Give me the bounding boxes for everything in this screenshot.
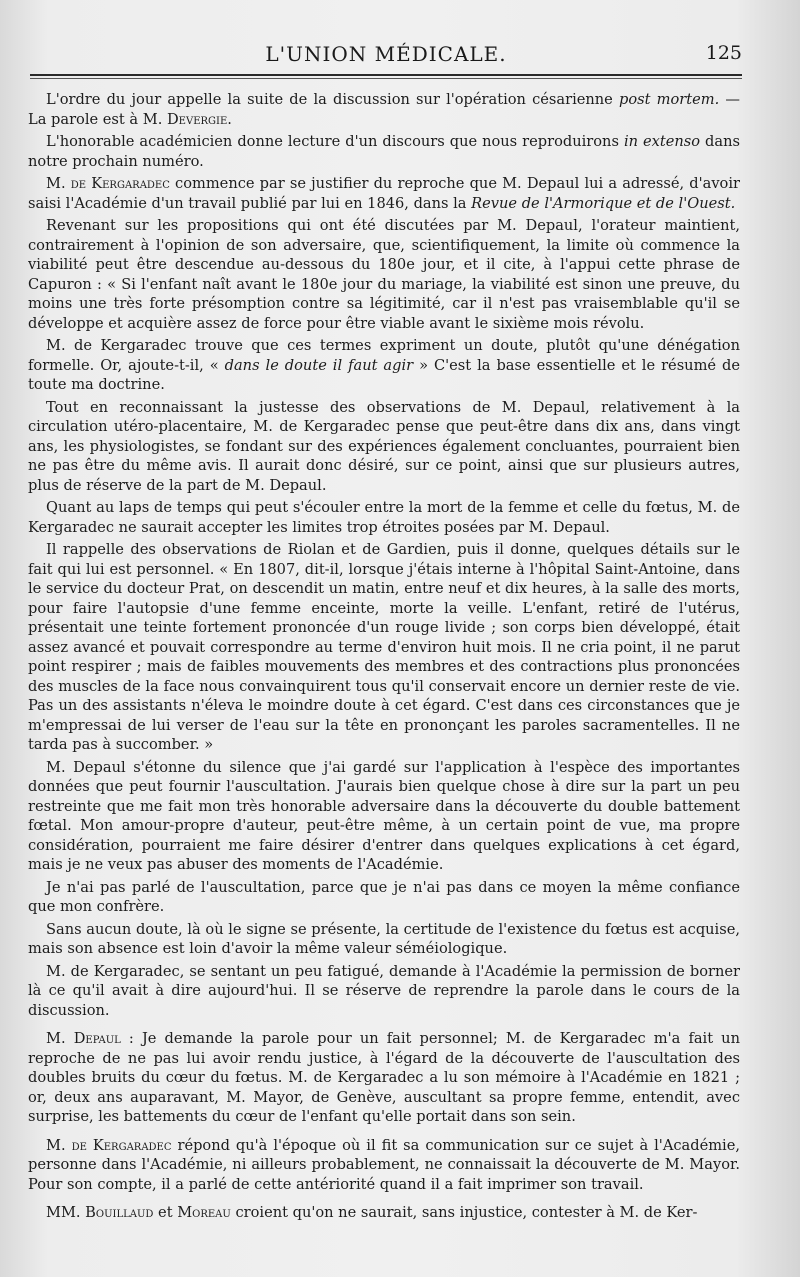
paragraph-p13: [28, 1029, 740, 1127]
text-run: in extenso: [623, 133, 701, 150]
header-rule-thin: [30, 78, 742, 79]
paragraph-p1: [28, 90, 740, 129]
text-run: Depaul: [73, 1030, 121, 1047]
text-run: et: [153, 1204, 178, 1221]
text-run: de Kergaradec: [71, 1136, 172, 1154]
header-rule: [30, 74, 742, 76]
text-run: Revenant sur les propositions qui ont été discutées par M. Depaul, l'orateur maintient, contrairement à l'opinion de son adversaire, que, scientifiquement, la limite où commence la viabilité peut être descendue au-dessous du 180e jour, et il cite, à l'appui cette phrase de Capuron : « Si l'enfant naît avant le 180e jour du mariage, la viabilité est sinon une preuve, du moins une très forte présomption contre sa légitimité, car il n'est pas vraisemblable qu'il se développe et acquière assez de force pour être viable avant le sixième mois révolu.: [28, 217, 740, 332]
text-run: commence par se justifier du reproche que M. Depaul lui a adressé, d'avoir saisi l'Académie d'un travail publié par lui en 1846, dans la: [28, 175, 740, 212]
text-run: répond qu'à l'époque où il fit sa communication sur ce sujet à l'Académie, personne dans l'Académie, ni ailleurs probablement, ne connaissait la découverte de M. Mayor. Pour son compte, il a parlé de cette antériorité quand il a fait imprimer son travail.: [28, 1136, 740, 1193]
paragraph-p2: [28, 132, 740, 171]
paragraph-p3: [28, 174, 740, 213]
paragraph-p7: [28, 498, 740, 537]
text-run: L'honorable académicien donne lecture d'un discours que nous reproduirons: [46, 133, 624, 150]
text-run: Bouillaud: [85, 1204, 154, 1221]
text-run: L'ordre du jour appelle la suite de la discussion sur l'opération césarienne: [46, 91, 619, 108]
text-run: M.: [46, 1136, 72, 1154]
paragraph-p12: [28, 962, 740, 1021]
paragraph-p15: [28, 1203, 740, 1223]
text-run: Revue de l'Armorique et de l'Ouest.: [471, 194, 736, 212]
paragraph-p9: [28, 758, 740, 875]
text-run: Quant au laps de temps qui peut s'écouler entre la mort de la femme et celle du fœtus, M. de Kergaradec ne saurait accepter les limites trop étroites posées par M. Depaul.: [28, 499, 740, 536]
text-run: M.: [46, 175, 71, 192]
text-run: M. Depaul s'étonne du silence que j'ai gardé sur l'application à l'espèce des importantes données que peut fournir l'auscultation. J'aurais bien quelque chose à dire sur la part un peu restreinte que me fait mon très honorable adversaire dans la découverte du double battement fœtal. Mon amour-propre d'auteur, peut-être même, à un certain point de vue, ma propre considération, pourraient me faire désirer d'entrer dans quelques explications à cet égard, mais je ne veux pas abuser des moments de l'Académie.: [28, 758, 740, 873]
text-run: croient qu'on ne saurait, sans injustice, contester à M. de Ker-: [230, 1204, 698, 1221]
paragraph-p8: [28, 540, 740, 755]
paragraph-p11: [28, 920, 740, 959]
text-run: post mortem.: [619, 91, 720, 108]
text-run: Tout en reconnaissant la justesse des observations de M. Depaul, relativement à la circulation utéro-placentaire, M. de Kergaradec pense que peut-être dans dix ans, dans vingt ans, les physiologistes, se fondant sur des expériences également concluantes, pourraient bien ne pas être du même avis. Il aurait donc désiré, sur ce point, ainsi que sur plusieurs autres, plus de réserve de la part de M. Depaul.: [28, 398, 740, 494]
paragraph-p14: [28, 1136, 740, 1195]
page-number: 125: [705, 42, 742, 64]
text-run: — La parole est à M.: [28, 91, 740, 128]
paragraph-p4: [28, 216, 740, 333]
running-title: L'UNION MÉDICALE.: [265, 42, 507, 66]
paragraph-p10: [28, 878, 740, 917]
text-run: dans le doute il faut agir: [224, 356, 414, 374]
text-run: : Je demande la parole pour un fait personnel; M. de Kergaradec m'a fait un reproche de ne pas lui avoir rendu justice, à l'égard de la découverte de l'auscultation des doubles bruits du cœur du fœtus. M. de Kergaradec a lu son mémoire à l'Académie en 1821 ; or, deux ans auparavant, M. Mayor, de Genève, auscultant sa propre femme, entendit, avec surprise, les battements du cœur de l'enfant qu'elle portait dans son sein.: [28, 1030, 740, 1125]
page-header: [30, 40, 742, 72]
paragraph-p5: [28, 336, 740, 395]
text-run: de Kergaradec: [70, 175, 170, 192]
text-run: M. de Kergaradec trouve que ces termes expriment un doute, plutôt qu'une dénégation formelle. Or, ajoute-t-il, «: [28, 337, 740, 374]
text-run: Moreau: [177, 1204, 231, 1221]
text-run: Sans aucun doute, là où le signe se présente, la certitude de l'existence du fœtus est acquise, mais son absence est loin d'avoir la même valeur séméiologique.: [28, 920, 740, 957]
text-run: MM.: [46, 1204, 86, 1221]
article-body: [28, 90, 740, 1240]
text-run: Je n'ai pas parlé de l'auscultation, parce que je n'ai pas dans ce moyen la même confiance que mon confrère.: [28, 878, 740, 915]
text-run: » C'est la base essentielle et le résumé de toute ma doctrine.: [28, 356, 740, 393]
paragraph-p6: [28, 398, 740, 496]
text-run: Il rappelle des observations de Riolan et de Gardien, puis il donne, quelques détails sur le fait qui lui est personnel. « En 1807, dit-il, lorsque j'étais interne à l'hôpital Saint-Antoine, dans le service du docteur Prat, on descendit un matin, entre neuf et dix heures, à la salle des morts, pour faire l'autopsie d'une femme enceinte, morte la veille. L'enfant, retiré de l'utérus, présentait une teinte fortement prononcée d'un rouge livide ; son corps bien développé, était assez avancé et pouvait correspondre au terme d'environ huit mois. Il ne cria point, il ne parut point respirer ; mais de faibles mouvements des membres et des contractions plus prononcées des muscles de la face nous convainquirent tous qu'il conservait encore un dernier reste de vie. Pas un des assistants n'éleva le moindre doute à cet égard. C'est dans ces circonstances que je m'empressai de lui verser de l'eau sur la tête en prononçant les paroles sacramentelles. Il ne tarda pas à succomber. »: [28, 541, 740, 753]
text-run: M. de Kergaradec, se sentant un peu fatigué, demande à l'Académie la permission de borner là ce qu'il avait à dire aujourd'hui. Il se réserve de reprendre la parole dans le cours de la discussion.: [28, 962, 740, 1019]
text-run: M.: [46, 1030, 74, 1047]
text-run: Devergie.: [166, 110, 232, 128]
text-run: dans notre prochain numéro.: [28, 133, 740, 170]
